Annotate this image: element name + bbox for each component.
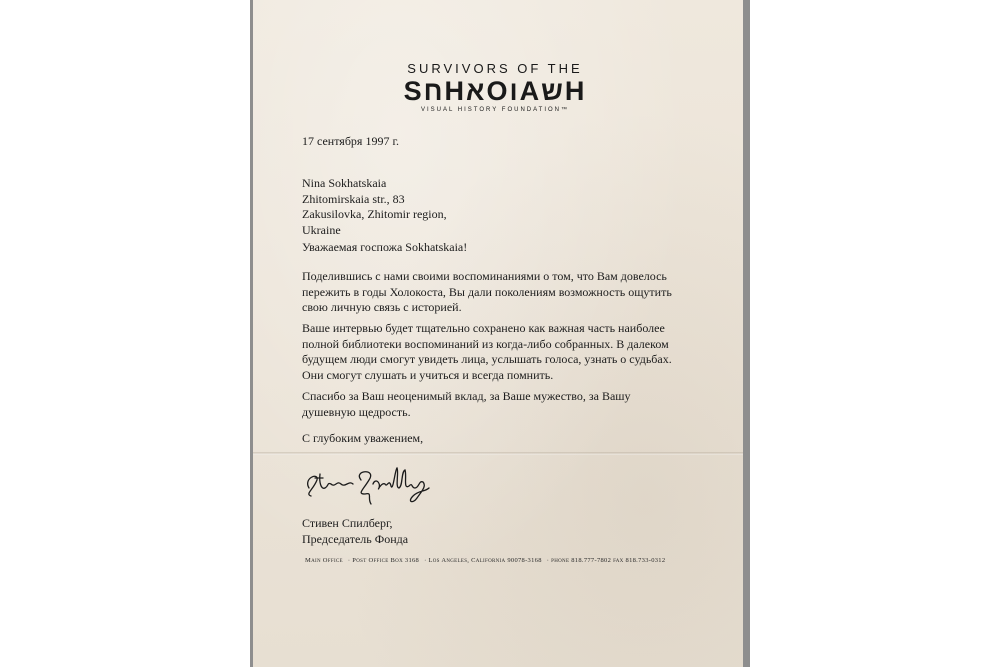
salutation: Уважаемая госпожа Sokhatskaia! [302, 240, 468, 254]
address-line: Zhitomirskaia str., 83 [302, 191, 405, 206]
paragraph-line: будущем люди смогут увидеть лица, услышать голоса, узнать о судьбах. [302, 352, 672, 366]
recipient-address [302, 176, 447, 238]
paragraph-1 [302, 269, 672, 316]
letter-paper [253, 0, 743, 667]
footer-po-box: Post Office Box 3168 [352, 557, 420, 564]
signer-name: Стивен Спилберг, [302, 516, 393, 530]
letter-date: 17 сентября 1997 г. [302, 134, 400, 148]
letterhead-footer: Main Office · Post Office Box 3168 · Los Angeles, California 90078-3168 · phone 818.777-7802 fax 818.733-0312 [305, 557, 666, 564]
paragraph-line: Спасибо за Ваш неоценимый вклад, за Ваше мужество, за Вашу [302, 389, 631, 403]
paragraph-line: Они смогут слушать и учиться и всегда помнить. [302, 367, 554, 382]
paragraph-line: полной библиотеки воспоминаний из когда-либо собранных. В далеком [302, 336, 669, 351]
address-line: Zakusilovka, Zhitomir region, [302, 207, 447, 221]
paragraph-line: Ваше интервью будет тщательно сохранено как важная часть наиболее [302, 321, 665, 335]
logo-line-bottom: VISUAL HISTORY FOUNDATION™ [420, 107, 570, 113]
signer-block [302, 516, 408, 547]
logo-shoah-mark: SחHאOוAשH [403, 76, 587, 106]
handwritten-signature [301, 458, 431, 506]
address-line: Ukraine [302, 222, 341, 237]
paragraph-2 [302, 321, 672, 383]
signer-title: Председатель Фонда [302, 531, 409, 546]
closing: С глубоким уважением, [302, 431, 424, 445]
paragraph-3 [302, 389, 631, 420]
paragraph-line: Поделившись с нами своими воспоминаниями о том, что Вам довелось [302, 269, 667, 283]
foundation-logo [390, 62, 600, 114]
logo-line-top: SURVIVORS OF THE [407, 61, 583, 76]
paragraph-line: пережить в годы Холокоста, Вы дали поколениям возможность ощутить [302, 284, 672, 299]
paragraph-line: свою личную связь с историей. [302, 300, 462, 314]
address-line: Nina Sokhatskaia [302, 176, 387, 190]
paragraph-line: душевную щедрость. [302, 404, 411, 419]
footer-office: Main Office [305, 557, 343, 564]
paper-fold-line [253, 452, 743, 455]
footer-phone: phone 818.777-7802 fax 818.733-0312 [551, 557, 666, 564]
left-margin [0, 0, 250, 667]
footer-city: Los Angeles, California 90078-3168 [428, 557, 542, 564]
